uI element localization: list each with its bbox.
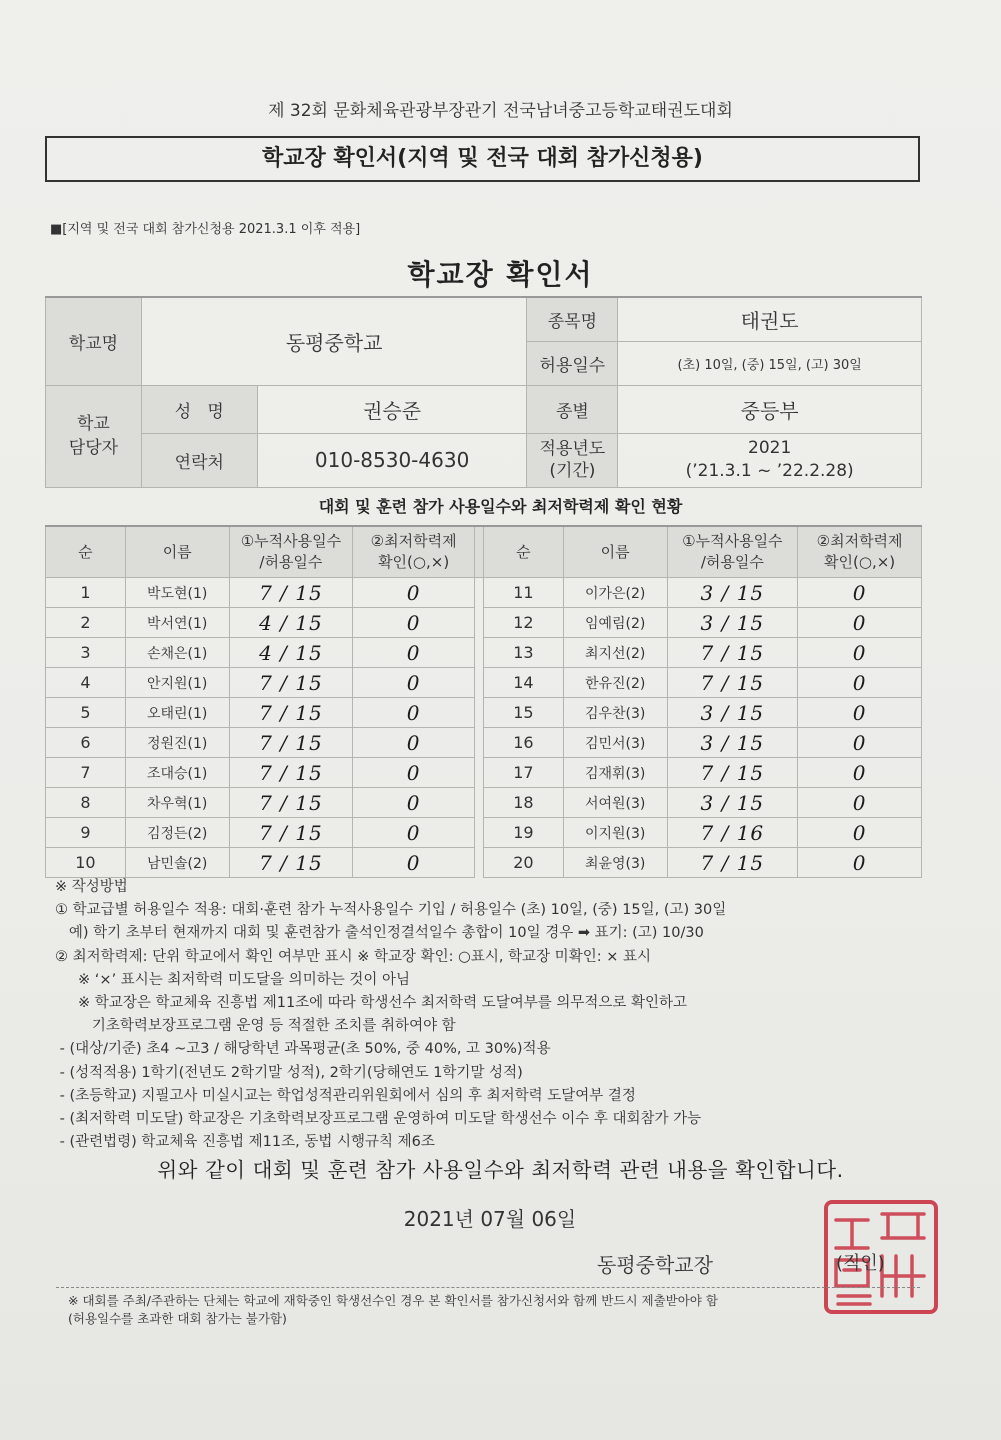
student-name: 서여원(3) xyxy=(563,788,667,818)
event-title: 제 32회 문화체육관광부장관기 전국남녀중고등학교태권도대회 xyxy=(268,101,733,121)
student-name: 이지원(3) xyxy=(563,818,667,848)
main-title: 학교장 확인서 xyxy=(407,258,594,291)
table-row xyxy=(46,698,922,728)
row-gap xyxy=(475,848,484,878)
division-label: 종별 xyxy=(527,385,618,433)
student-name: 박서연(1) xyxy=(125,608,229,638)
contact-label: 연락처 xyxy=(141,433,257,487)
col-name-left: 이름 xyxy=(125,526,229,578)
table-row xyxy=(46,728,922,758)
name-label: 성 명 xyxy=(141,385,257,433)
table-row xyxy=(46,818,922,848)
student-name: 최윤영(3) xyxy=(563,848,667,878)
footer-divider xyxy=(56,1287,920,1288)
row-number: 12 xyxy=(483,608,563,638)
row-number: 20 xyxy=(483,848,563,878)
footer-note xyxy=(68,1292,928,1328)
table-row xyxy=(46,668,922,698)
form-title-box: 학교장 확인서(지역 및 전국 대회 참가신청용) xyxy=(45,136,920,182)
school-value: 동평중학교 xyxy=(141,297,527,385)
student-name: 임예림(2) xyxy=(563,608,667,638)
academic-check: 0 xyxy=(353,608,475,638)
row-gap xyxy=(475,818,484,848)
used-days: 7 / 15 xyxy=(667,758,798,788)
table-row xyxy=(46,848,922,878)
seal-label: (직인) xyxy=(836,1253,885,1274)
student-name: 이가은(2) xyxy=(563,578,667,608)
used-days: 7 / 15 xyxy=(667,638,798,668)
used-days: 3 / 15 xyxy=(667,728,798,758)
row-number: 16 xyxy=(483,728,563,758)
apply-note: ■[지역 및 전국 대회 참가신청용 2021.3.1 이후 적용] xyxy=(50,222,361,237)
row-number: 7 xyxy=(46,758,126,788)
row-number: 11 xyxy=(483,578,563,608)
academic-check: 0 xyxy=(798,818,922,848)
academic-check: 0 xyxy=(353,638,475,668)
col-check-right: ②최저학력제 확인(○,×) xyxy=(798,526,922,578)
table-row xyxy=(46,758,922,788)
division-value: 중등부 xyxy=(618,385,922,433)
footer-line: ※ 대회를 주최/주관하는 단체는 학교에 재학중인 학생선수인 경우 본 확인서를 참가신청서와 함께 반드시 제출받아야 함 xyxy=(68,1293,718,1308)
academic-check: 0 xyxy=(798,698,922,728)
used-days: 7 / 15 xyxy=(229,698,353,728)
col-no-left: 순 xyxy=(46,526,126,578)
row-gap xyxy=(475,638,484,668)
row-number: 8 xyxy=(46,788,126,818)
instruction-line: ① 학교급별 허용일수 적용: 대회·훈련 참가 누적사용일수 기입 / 허용일수 (초) 10일, (중) 15일, (고) 30일 xyxy=(55,902,727,919)
table-row xyxy=(46,608,922,638)
row-number: 18 xyxy=(483,788,563,818)
student-name: 김우찬(3) xyxy=(563,698,667,728)
instruction-line: - (관련법령) 학교체육 진흥법 제11조, 동법 시행규칙 제6조 xyxy=(55,1134,435,1151)
year-label: 적용년도 (기간) xyxy=(527,433,618,487)
used-days: 3 / 15 xyxy=(667,608,798,638)
student-name: 조대승(1) xyxy=(125,758,229,788)
sport-value: 태권도 xyxy=(618,297,922,341)
row-number: 9 xyxy=(46,818,126,848)
name-value: 권승준 xyxy=(257,385,527,433)
row-number: 3 xyxy=(46,638,126,668)
academic-check: 0 xyxy=(798,758,922,788)
academic-check: 0 xyxy=(353,728,475,758)
row-number: 17 xyxy=(483,758,563,788)
sport-label: 종목명 xyxy=(527,297,618,341)
row-gap xyxy=(475,728,484,758)
used-days: 4 / 15 xyxy=(229,608,353,638)
used-days: 3 / 15 xyxy=(667,788,798,818)
student-name: 손채은(1) xyxy=(125,638,229,668)
instruction-line: - (성적적용) 1학기(전년도 2학기말 성적), 2학기(당해연도 1학기말 성적) xyxy=(55,1064,523,1081)
row-number: 5 xyxy=(46,698,126,728)
student-name: 오태린(1) xyxy=(125,698,229,728)
manager-label: 학교 담당자 xyxy=(46,385,142,487)
student-name: 정원진(1) xyxy=(125,728,229,758)
instructions xyxy=(55,876,935,1154)
table-row xyxy=(46,788,922,818)
used-days: 7 / 15 xyxy=(229,848,353,878)
instruction-line: ② 최저학력제: 단위 학교에서 확인 여부만 표시 ※ 학교장 확인: ○표시, 학교장 미확인: × 표시 xyxy=(55,948,651,965)
used-days: 7 / 15 xyxy=(229,728,353,758)
used-days: 7 / 15 xyxy=(229,758,353,788)
used-days: 7 / 16 xyxy=(667,818,798,848)
instruction-line: - (초등학교) 지필고사 미실시교는 학업성적관리위원회에서 심의 후 최저학력 도달여부 결정 xyxy=(55,1087,636,1104)
used-days: 7 / 15 xyxy=(229,818,353,848)
academic-check: 0 xyxy=(798,668,922,698)
col-name-right: 이름 xyxy=(563,526,667,578)
row-number: 6 xyxy=(46,728,126,758)
academic-check: 0 xyxy=(353,578,475,608)
allowed-days-label: 허용일수 xyxy=(527,341,618,385)
issue-date: 2021년 07월 06일 xyxy=(403,1207,577,1231)
footer-line: (허용일수를 초과한 대회 참가는 불가함) xyxy=(68,1311,287,1326)
row-number: 15 xyxy=(483,698,563,728)
info-table xyxy=(45,296,922,488)
table-row xyxy=(46,578,922,608)
instruction-line: ※ 작성방법 xyxy=(55,879,128,895)
confirmation-statement: 위와 같이 대회 및 훈련 참가 사용일수와 최저학력 관련 내용을 확인합니다. xyxy=(157,1158,844,1182)
instruction-line: 기초학력보장프로그램 운영 등 적절한 조치를 취하여야 함 xyxy=(55,1018,456,1035)
row-number: 2 xyxy=(46,608,126,638)
used-days: 7 / 15 xyxy=(229,578,353,608)
used-days: 7 / 15 xyxy=(667,848,798,878)
academic-check: 0 xyxy=(798,638,922,668)
academic-check: 0 xyxy=(798,608,922,638)
student-name: 최지선(2) xyxy=(563,638,667,668)
instruction-line: ※ ‘×’ 표시는 최저학력 미도달을 의미하는 것이 아님 xyxy=(55,971,410,988)
academic-check: 0 xyxy=(353,818,475,848)
student-name: 한유진(2) xyxy=(563,668,667,698)
student-name: 김정든(2) xyxy=(125,818,229,848)
col-no-right: 순 xyxy=(483,526,563,578)
used-days: 3 / 15 xyxy=(667,698,798,728)
col-check-left: ②최저학력제 확인(○,×) xyxy=(353,526,475,578)
academic-check: 0 xyxy=(798,788,922,818)
school-label: 학교명 xyxy=(46,297,142,385)
row-gap xyxy=(475,788,484,818)
row-gap xyxy=(475,758,484,788)
instruction-line: 예) 학기 초부터 현재까지 대회 및 훈련참가 출석인정결석일수 총합이 10일 경우 ➡ 표기: (고) 10/30 xyxy=(55,925,704,942)
row-gap xyxy=(475,668,484,698)
instruction-line: - (최저학력 미도달) 학교장은 기초학력보장프로그램 운영하여 미도달 학생선수 이수 후 대회참가 가능 xyxy=(55,1111,702,1128)
row-gap xyxy=(475,608,484,638)
principal-title: 동평중학교장 xyxy=(597,1253,713,1277)
row-number: 14 xyxy=(483,668,563,698)
academic-check: 0 xyxy=(798,848,922,878)
col-days-right: ①누적사용일수 /허용일수 xyxy=(667,526,798,578)
academic-check: 0 xyxy=(798,578,922,608)
used-days: 7 / 15 xyxy=(229,788,353,818)
row-number: 1 xyxy=(46,578,126,608)
used-days: 7 / 15 xyxy=(667,668,798,698)
row-gap xyxy=(475,698,484,728)
student-table xyxy=(45,525,922,878)
used-days: 3 / 15 xyxy=(667,578,798,608)
instruction-line: ※ 학교장은 학교체육 진흥법 제11조에 따라 학생선수 최저학력 도달여부를 의무적으로 확인하고 xyxy=(55,995,687,1012)
section-title: 대회 및 훈련 참가 사용일수와 최저학력제 확인 현황 xyxy=(318,497,683,516)
row-number: 13 xyxy=(483,638,563,668)
student-name: 안지원(1) xyxy=(125,668,229,698)
table-row xyxy=(46,638,922,668)
student-name: 김민서(3) xyxy=(563,728,667,758)
academic-check: 0 xyxy=(798,728,922,758)
col-days-left: ①누적사용일수 /허용일수 xyxy=(229,526,353,578)
used-days: 7 / 15 xyxy=(229,668,353,698)
row-number: 19 xyxy=(483,818,563,848)
row-number: 4 xyxy=(46,668,126,698)
student-name: 차우혁(1) xyxy=(125,788,229,818)
row-gap xyxy=(475,578,484,608)
academic-check: 0 xyxy=(353,848,475,878)
year-value: 2021 (’21.3.1 ~ ’22.2.28) xyxy=(618,433,922,487)
academic-check: 0 xyxy=(353,668,475,698)
row-number: 10 xyxy=(46,848,126,878)
instruction-line: - (대상/기준) 초4 ~고3 / 해당학년 과목평균(초 50%, 중 40%, 고 30%)적용 xyxy=(55,1041,551,1058)
contact-value: 010-8530-4630 xyxy=(257,433,527,487)
used-days: 4 / 15 xyxy=(229,638,353,668)
student-name: 김재휘(3) xyxy=(563,758,667,788)
student-name: 박도현(1) xyxy=(125,578,229,608)
academic-check: 0 xyxy=(353,698,475,728)
student-name: 남민솔(2) xyxy=(125,848,229,878)
academic-check: 0 xyxy=(353,758,475,788)
allowed-days-value: (초) 10일, (중) 15일, (고) 30일 xyxy=(618,341,922,385)
academic-check: 0 xyxy=(353,788,475,818)
col-gap xyxy=(475,526,484,578)
